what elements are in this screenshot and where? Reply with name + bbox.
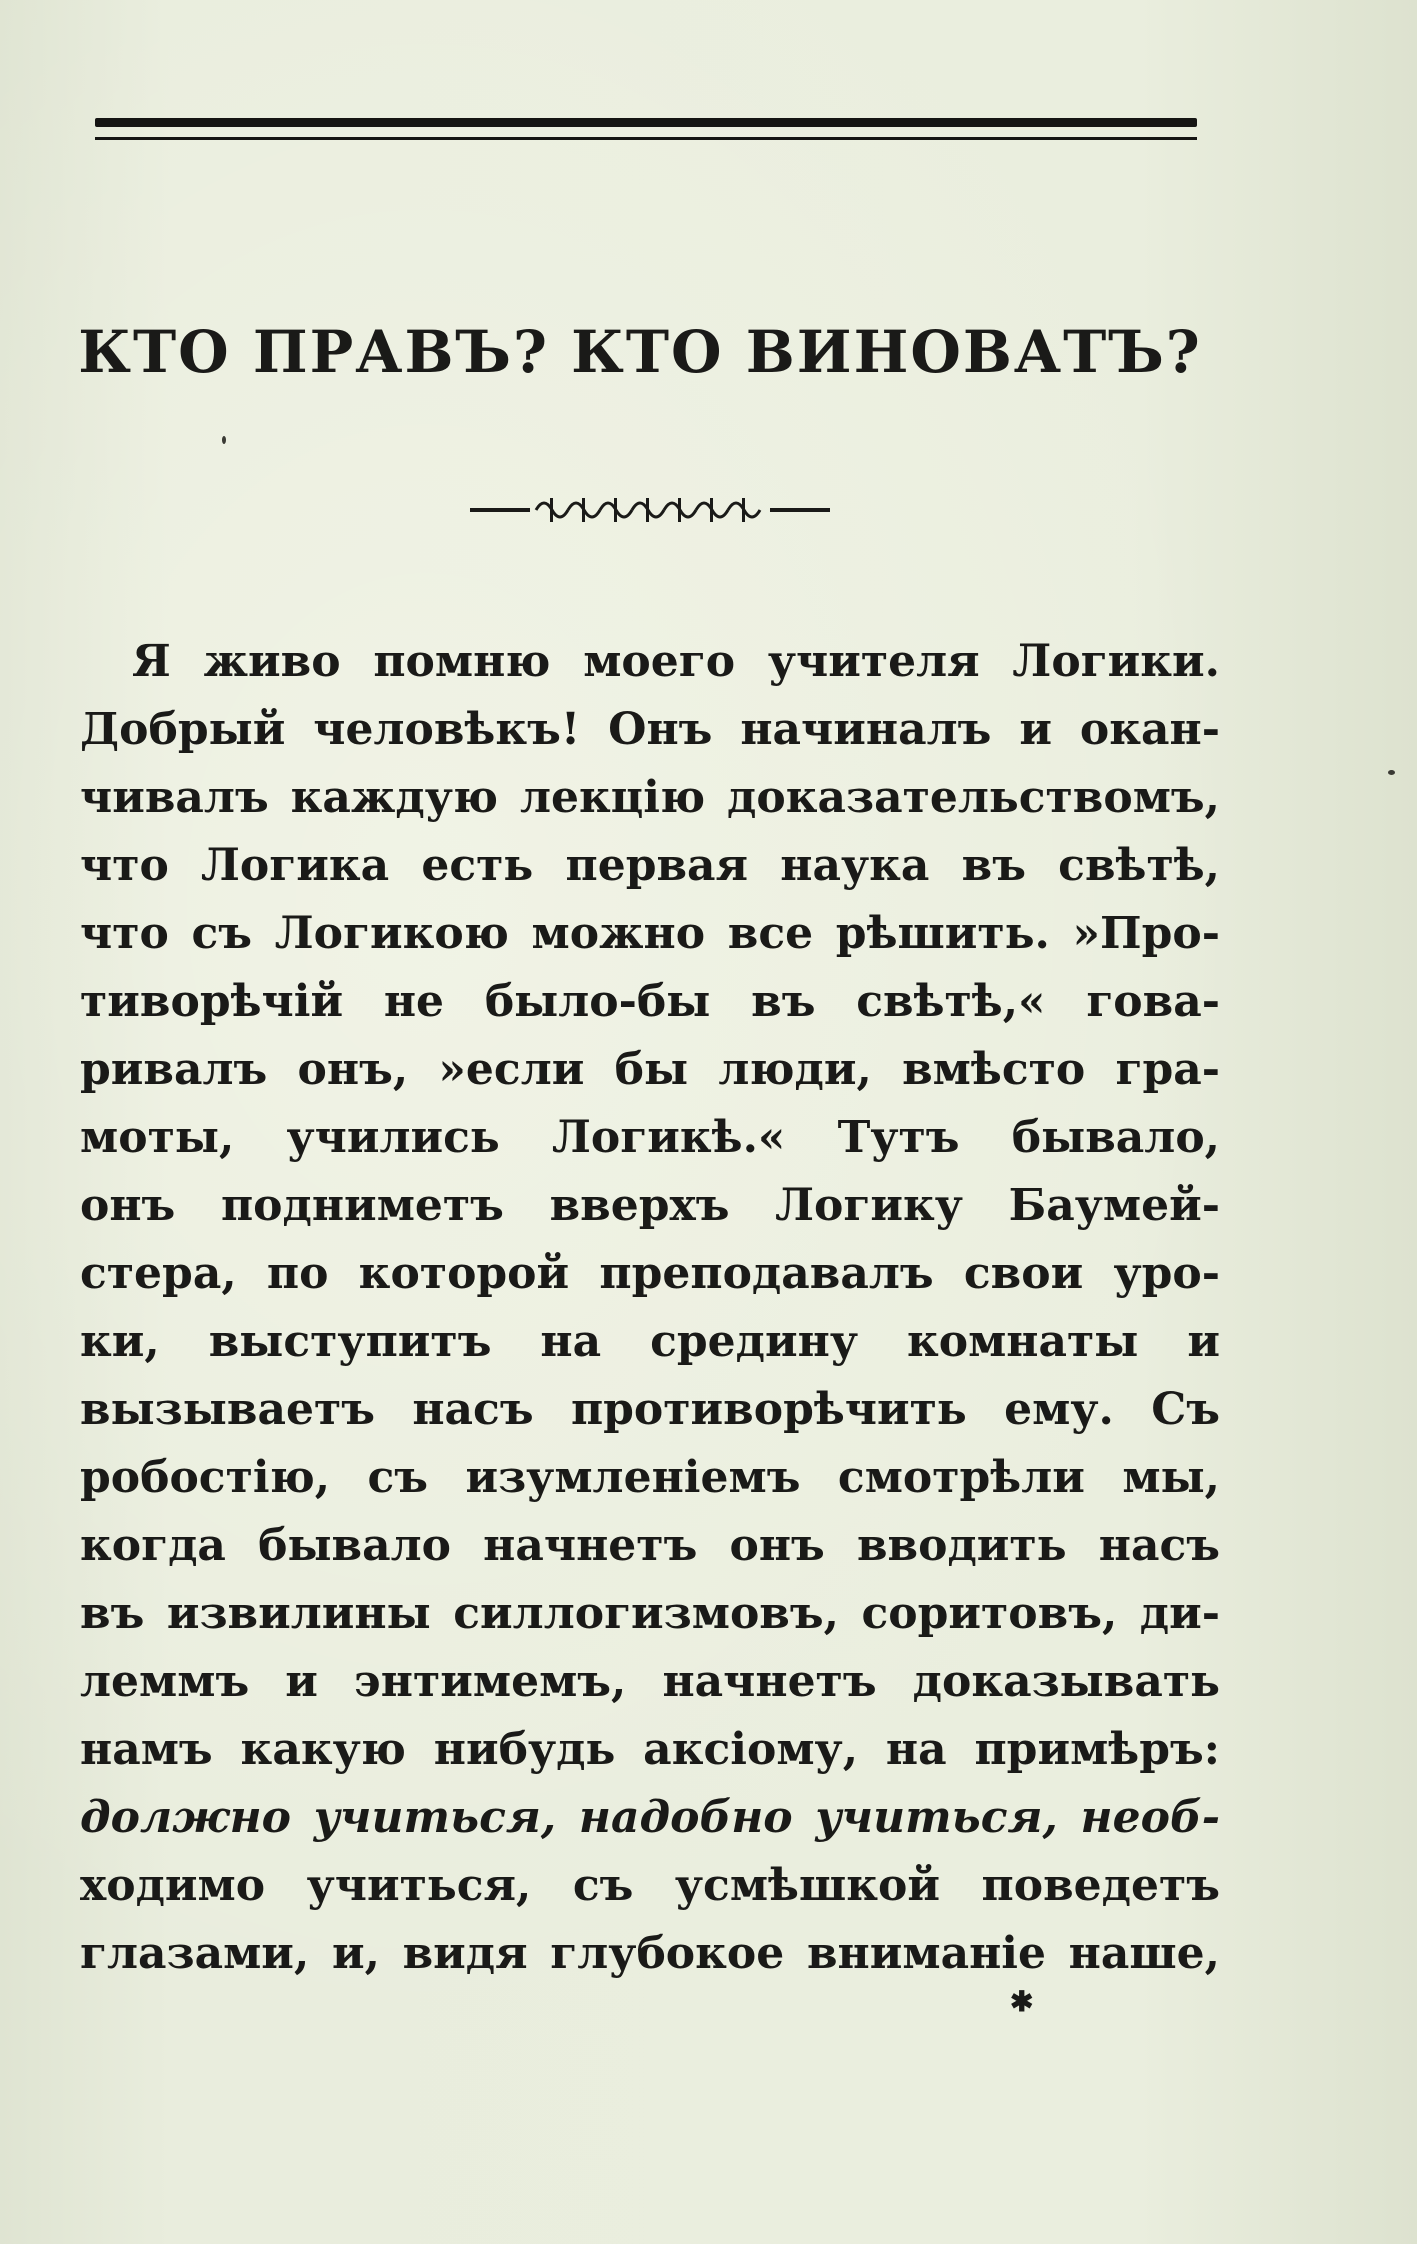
chapter-title: КТО ПРАВЪ? КТО ВИНОВАТЪ? bbox=[78, 318, 1202, 386]
text-line: намъ какую нибудь аксіому, на примѣръ: bbox=[80, 1724, 1220, 1775]
text-line: глазами, и, видя глубокое вниманіе наше, bbox=[80, 1928, 1220, 1979]
text-line: онъ подниметъ вверхъ Логику Баумей- bbox=[80, 1180, 1220, 1231]
body-paragraph bbox=[80, 628, 1220, 1988]
text-line: ки, выступитъ на средину комнаты и bbox=[80, 1316, 1220, 1367]
text-line: стера, по которой преподавалъ свои уро- bbox=[80, 1248, 1220, 1299]
text-line-italic: должно учиться, надобно учиться, необ- bbox=[80, 1792, 1220, 1843]
text-line: вызываетъ насъ противорѣчить ему. Съ bbox=[80, 1384, 1220, 1435]
text-line: ходимо учиться, съ усмѣшкой поведетъ bbox=[80, 1860, 1220, 1911]
text-line: робостію, съ изумленіемъ смотрѣли мы, bbox=[80, 1452, 1220, 1503]
paper-speck bbox=[1388, 770, 1395, 775]
text-line: ривалъ онъ, »если бы люди, вмѣсто гра- bbox=[80, 1044, 1220, 1095]
text-line: моты, учились Логикѣ.« Тутъ бывало, bbox=[80, 1112, 1220, 1163]
text-line: леммъ и энтимемъ, начнетъ доказывать bbox=[80, 1656, 1220, 1707]
text-line: что съ Логикою можно все рѣшить. »Про- bbox=[80, 908, 1220, 959]
text-line: тиворѣчій не было-бы въ свѣтѣ,« гова- bbox=[80, 976, 1220, 1027]
text-line: въ извилины силлогизмовъ, соритовъ, ди- bbox=[80, 1588, 1220, 1639]
text-line: Я живо помню моего учителя Логики. bbox=[132, 636, 1220, 687]
text-line: чивалъ каждую лекцію доказательствомъ, bbox=[80, 772, 1220, 823]
signature-mark-icon: ✱ bbox=[1010, 1985, 1034, 2018]
header-rule-thick bbox=[95, 118, 1197, 127]
paper-speck bbox=[222, 436, 226, 444]
ornament-divider-icon bbox=[470, 490, 830, 530]
text-line: что Логика есть первая наука въ свѣтѣ, bbox=[80, 840, 1220, 891]
text-line: Добрый человѣкъ! Онъ начиналъ и окан- bbox=[80, 704, 1220, 755]
header-rule-thin bbox=[95, 137, 1197, 140]
text-line: когда бывало начнетъ онъ вводить насъ bbox=[80, 1520, 1220, 1571]
